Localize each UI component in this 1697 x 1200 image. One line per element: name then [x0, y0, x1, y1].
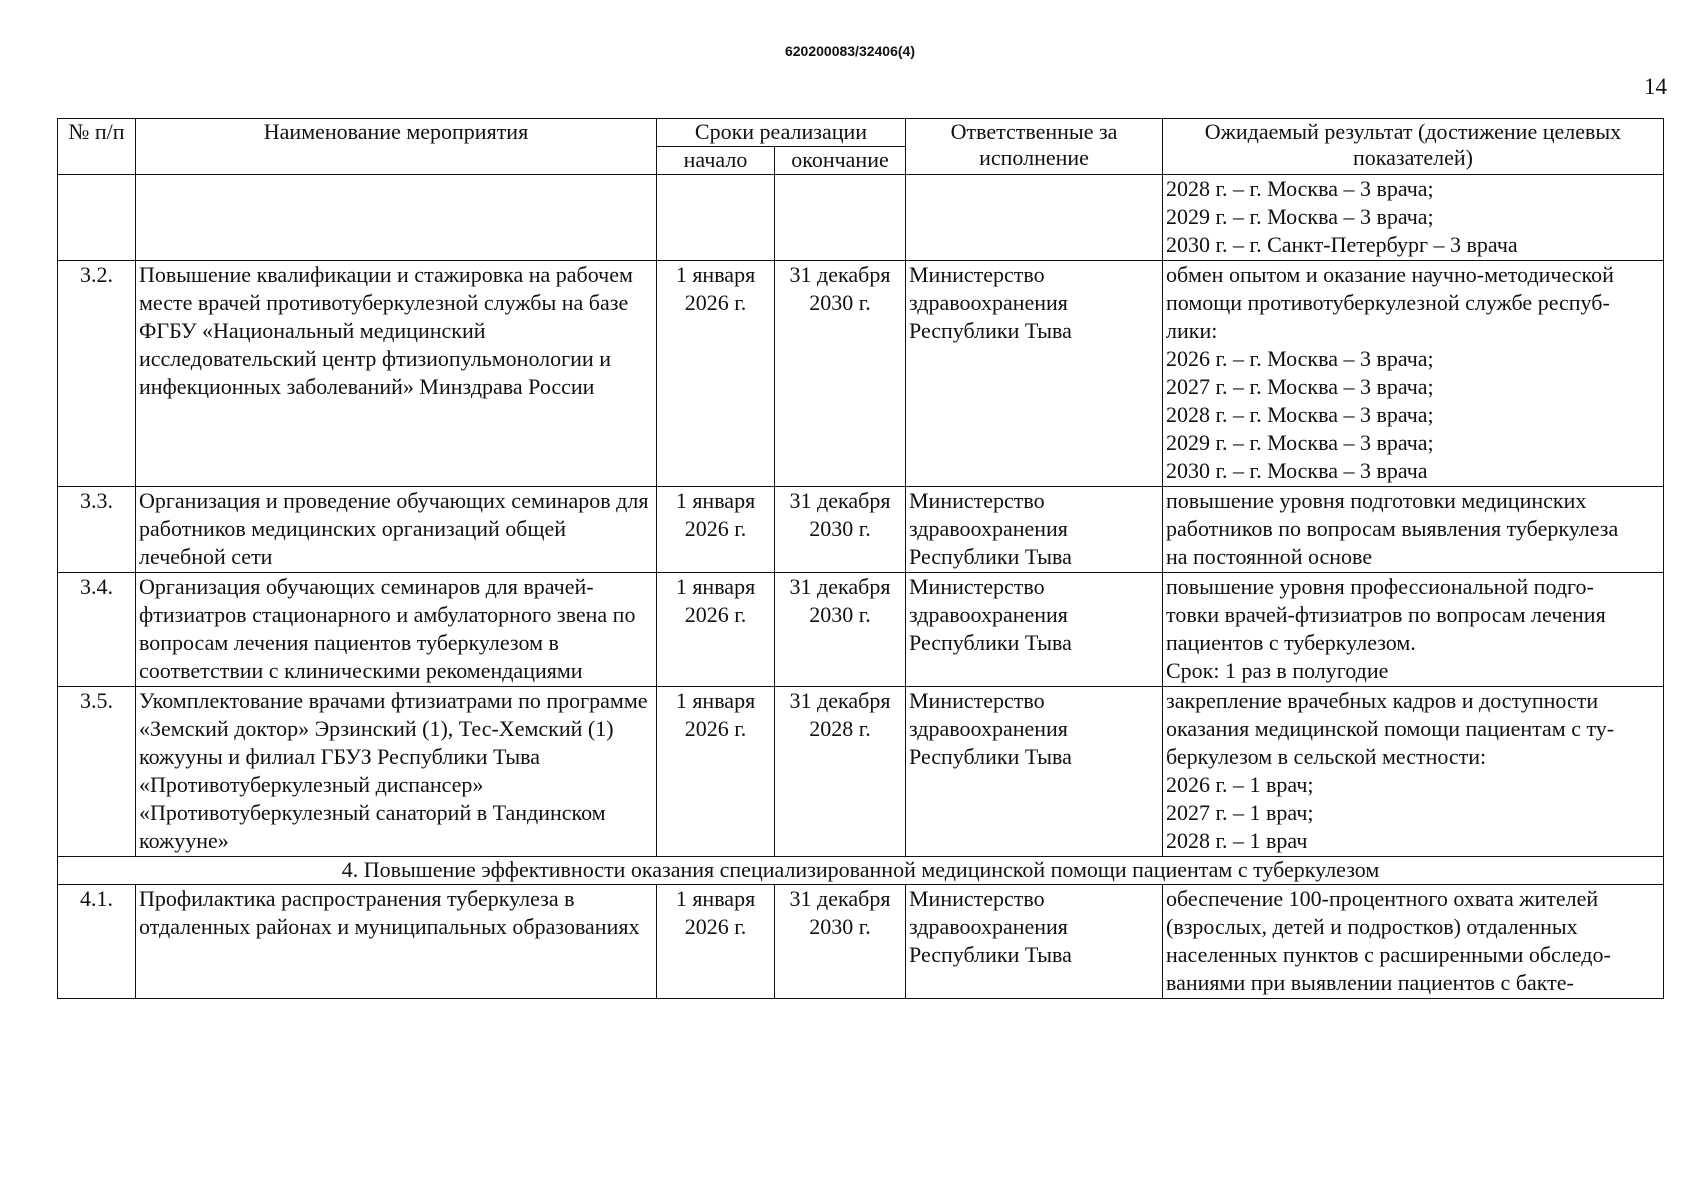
cell-name: [136, 175, 657, 261]
result-line: населенных пунктов с расширенными обследо-: [1166, 942, 1611, 967]
document-id: 620200083/32406(4): [784, 43, 915, 59]
cell-responsible: Министерство здравоохранения Республики Тыва: [906, 687, 1163, 857]
cell-result: [1163, 175, 1664, 261]
cell-start: 1 января 2026 г.: [657, 261, 775, 487]
col-header-name: Наименование мероприятия: [136, 119, 657, 175]
result-line: пациентов с туберкулезом.: [1166, 630, 1416, 655]
result-line: беркулезом в сельской местности:: [1166, 744, 1487, 769]
cell-num: 3.4.: [58, 573, 136, 687]
result-line: 2029 г. – г. Москва – 3 врача;: [1166, 204, 1434, 229]
result-line: обеспечение 100-процентного охвата жителей: [1166, 886, 1599, 911]
cell-end: 31 декабря 2028 г.: [775, 687, 906, 857]
cell-responsible: Министерство здравоохранения Республики Тыва: [906, 573, 1163, 687]
col-header-result: Ожидаемый результат (достижение целевых показателей): [1163, 119, 1664, 175]
cell-name: Организация и проведение обучающих семинаров для работников медицинских организаций общей лечебной сети: [136, 487, 657, 573]
col-header-start: начало: [657, 147, 775, 175]
page-number: 14: [1644, 74, 1667, 99]
cell-start: 1 января 2026 г.: [657, 487, 775, 573]
continuation-row: [58, 175, 1664, 261]
cell-name: Повышение квалификации и стажировка на рабочем месте врачей противотуберкулезной службы на базе ФГБУ «Национальный медицинский исследовательский центр фтизиопульмонологии и инфекционных заболеваний» Минздрава России: [136, 261, 657, 487]
col-header-period: Сроки реализации: [657, 119, 906, 147]
cell-end: 31 декабря 2030 г.: [775, 885, 906, 999]
cell-name: Укомплектование врачами фтизиатрами по программе «Земский доктор» Эрзинский (1), Тес-Хемский (1) кожууны и филиал ГБУЗ Республики Тыва «Противотуберкулезный диспансер» «Противотуберкулезный санаторий в Тандинском кожууне»: [136, 687, 657, 857]
result-line: товки врачей-фтизиатров по вопросам лечения: [1166, 602, 1606, 627]
result-line: 2027 г. – 1 врач;: [1166, 800, 1314, 825]
cell-result: [1163, 487, 1664, 573]
cell-start: 1 января 2026 г.: [657, 885, 775, 999]
cell-result: [1163, 885, 1664, 999]
result-line: оказания медицинской помощи пациентам с ту-: [1166, 716, 1615, 741]
result-line: закрепление врачебных кадров и доступности: [1166, 688, 1599, 713]
cell-num: 3.2.: [58, 261, 136, 487]
result-line: лики:: [1166, 318, 1218, 343]
cell-start: [657, 175, 775, 261]
cell-end: 31 декабря 2030 г.: [775, 573, 906, 687]
cell-end: [775, 175, 906, 261]
result-line: 2030 г. – г. Москва – 3 врача: [1166, 458, 1428, 483]
result-line: работников по вопросам выявления туберкулеза: [1166, 516, 1619, 541]
table-row: [58, 687, 1664, 857]
cell-responsible: Министерство здравоохранения Республики Тыва: [906, 885, 1163, 999]
cell-result: [1163, 687, 1664, 857]
cell-num: [58, 175, 136, 261]
result-line: 2028 г. – 1 врач: [1166, 828, 1308, 853]
result-line: 2030 г. – г. Санкт-Петербург – 3 врача: [1166, 232, 1518, 257]
result-line: повышение уровня подготовки медицинских: [1166, 488, 1587, 513]
cell-result: [1163, 573, 1664, 687]
cell-end: 31 декабря 2030 г.: [775, 261, 906, 487]
result-line: на постоянной основе: [1166, 544, 1373, 569]
table-row: [58, 261, 1664, 487]
header-row: [58, 119, 1664, 147]
cell-responsible: [906, 175, 1163, 261]
cell-result: [1163, 261, 1664, 487]
result-line: 2027 г. – г. Москва – 3 врача;: [1166, 374, 1434, 399]
cell-name: Профилактика распространения туберкулеза в отдаленных районах и муниципальных образованиях: [136, 885, 657, 999]
cell-start: 1 января 2026 г.: [657, 687, 775, 857]
col-header-num: № п/п: [58, 119, 136, 175]
table-row: [58, 885, 1664, 999]
result-line: Срок: 1 раз в полугодие: [1166, 658, 1389, 683]
activities-table: [57, 118, 1664, 999]
result-line: 2029 г. – г. Москва – 3 врача;: [1166, 430, 1434, 455]
result-line: (взрослых, детей и подростков) отдаленных: [1166, 914, 1578, 939]
cell-end: 31 декабря 2030 г.: [775, 487, 906, 573]
result-line: 2028 г. – г. Москва – 3 врача;: [1166, 402, 1434, 427]
result-line: 2028 г. – г. Москва – 3 врача;: [1166, 176, 1434, 201]
section-heading-row: [58, 857, 1664, 885]
section-4-title: 4. Повышение эффективности оказания специализированной медицинской помощи пациентам с туберкулезом: [58, 857, 1664, 885]
cell-num: 4.1.: [58, 885, 136, 999]
cell-responsible: Министерство здравоохранения Республики Тыва: [906, 487, 1163, 573]
result-line: 2026 г. – 1 врач;: [1166, 772, 1314, 797]
result-line: помощи противотуберкулезной службе респуб-: [1166, 290, 1610, 315]
result-line: обмен опытом и оказание научно-методической: [1166, 262, 1614, 287]
cell-num: 3.3.: [58, 487, 136, 573]
cell-num: 3.5.: [58, 687, 136, 857]
result-line: ваниями при выявлении пациентов с бакте-: [1166, 970, 1574, 995]
table-row: [58, 573, 1664, 687]
cell-name: Организация обучающих семинаров для врачей-фтизиатров стационарного и амбулаторного звена по вопросам лечения пациентов туберкулезом в соответствии с клиническими рекомендациями: [136, 573, 657, 687]
result-line: повышение уровня профессиональной подго-: [1166, 574, 1594, 599]
col-header-end: окончание: [775, 147, 906, 175]
table-row: [58, 487, 1664, 573]
cell-responsible: Министерство здравоохранения Республики Тыва: [906, 261, 1163, 487]
col-header-responsible: Ответственные за исполнение: [906, 119, 1163, 175]
cell-start: 1 января 2026 г.: [657, 573, 775, 687]
result-line: 2026 г. – г. Москва – 3 врача;: [1166, 346, 1434, 371]
